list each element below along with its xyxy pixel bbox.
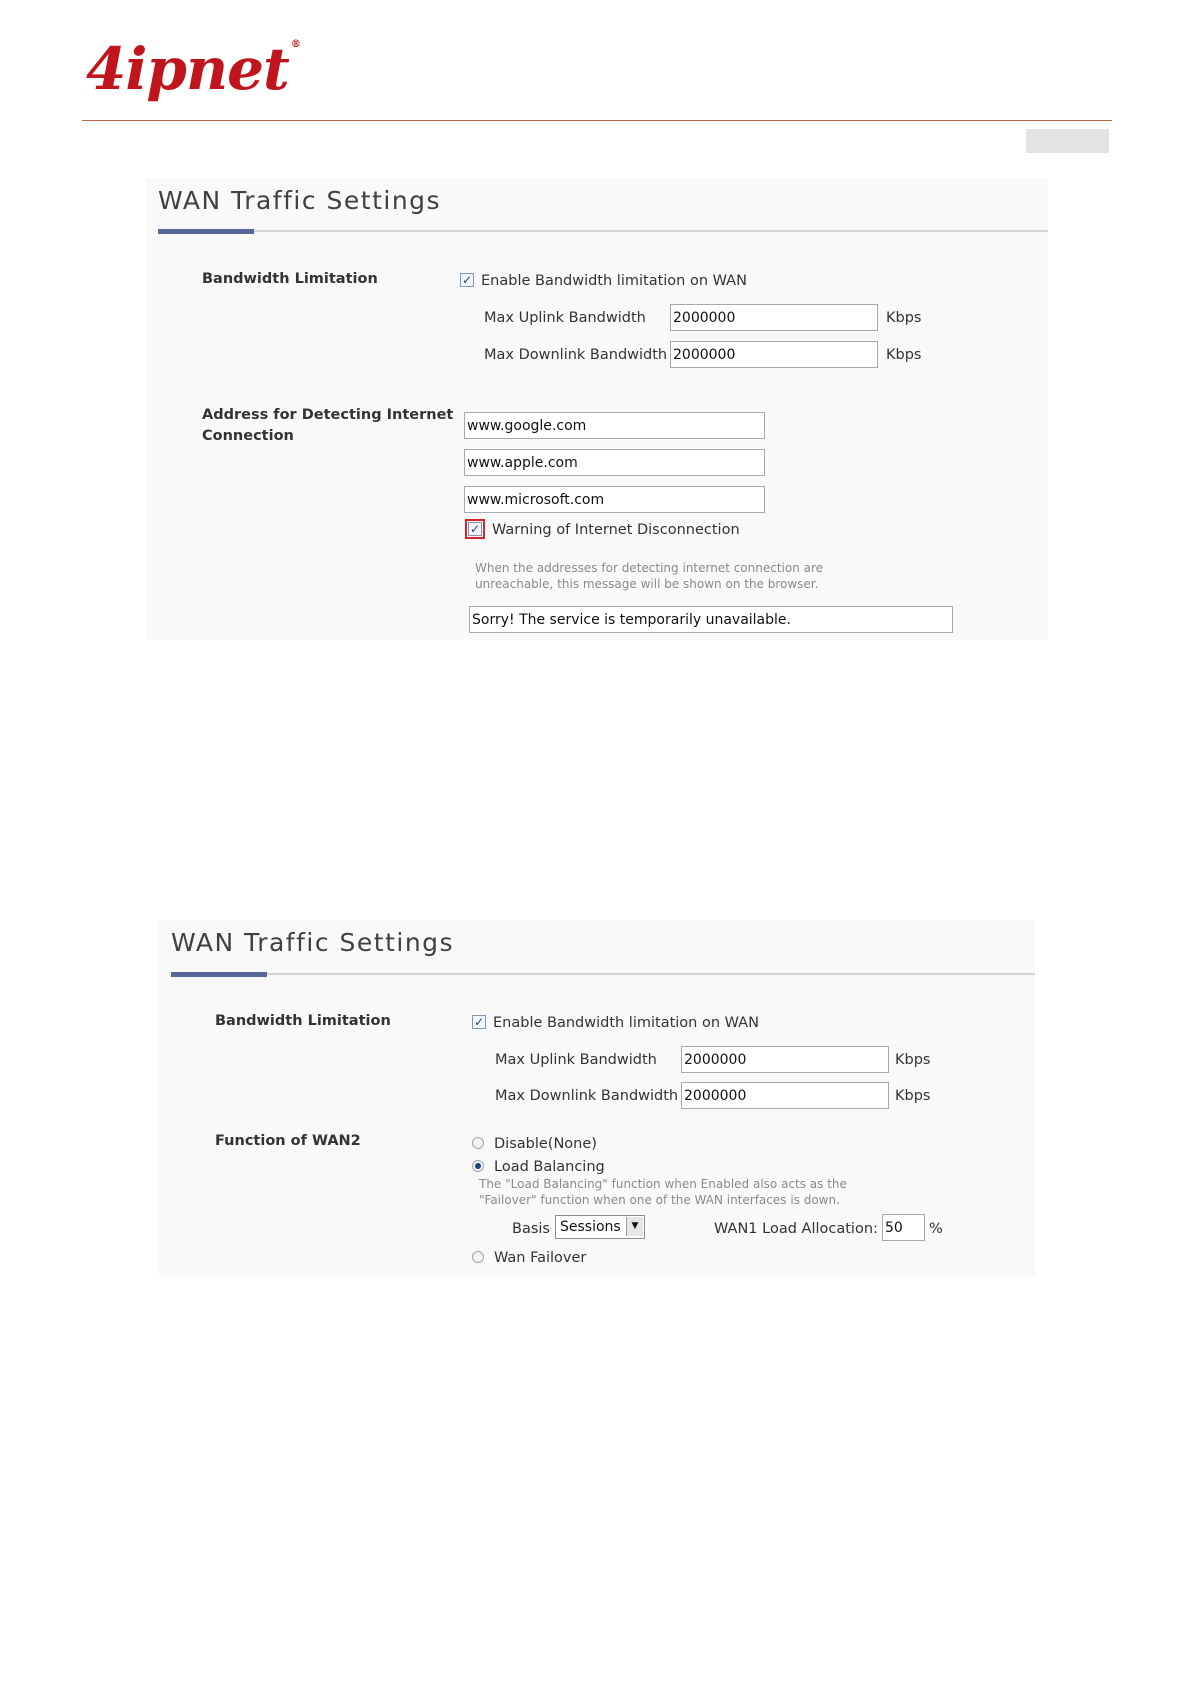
downlink-bandwidth-input-2[interactable] bbox=[681, 1082, 889, 1109]
radio-wan-failover-label: Wan Failover bbox=[494, 1250, 587, 1266]
panel-title: WAN Traffic Settings bbox=[158, 186, 442, 215]
radio-load-balancing[interactable] bbox=[472, 1160, 484, 1172]
uplink-bandwidth-input-2[interactable] bbox=[681, 1046, 889, 1073]
radio-wan-failover[interactable] bbox=[472, 1251, 484, 1263]
header-divider bbox=[82, 120, 1112, 121]
chevron-down-icon[interactable]: ▼ bbox=[626, 1217, 643, 1236]
downlink-unit-2: Kbps bbox=[895, 1088, 931, 1104]
detect-address-input-2[interactable] bbox=[464, 449, 765, 476]
warning-note-line1: When the addresses for detecting internet connection are bbox=[475, 561, 824, 575]
bandwidth-limitation-label-2: Bandwidth Limitation bbox=[215, 1013, 391, 1029]
uplink-label: Max Uplink Bandwidth bbox=[484, 310, 646, 326]
wan2-function-label: Function of WAN2 bbox=[215, 1133, 361, 1149]
title-divider-2 bbox=[171, 973, 1035, 975]
downlink-bandwidth-input[interactable] bbox=[670, 341, 878, 368]
warning-note-line2: unreachable, this message will be shown on the browser. bbox=[475, 577, 819, 591]
basis-select-value: Sessions bbox=[560, 1219, 621, 1235]
uplink-unit: Kbps bbox=[886, 310, 922, 326]
warning-disconnection-checkbox[interactable]: ✓ bbox=[469, 522, 481, 536]
uplink-label-2: Max Uplink Bandwidth bbox=[495, 1052, 657, 1068]
downlink-unit: Kbps bbox=[886, 347, 922, 363]
title-divider bbox=[158, 230, 1048, 232]
detect-address-label-line2: Connection bbox=[202, 428, 294, 444]
wan-traffic-settings-panel-2 bbox=[159, 920, 1035, 1276]
enable-bandwidth-label-2: Enable Bandwidth limitation on WAN bbox=[493, 1015, 759, 1031]
load-balancing-note-line1: The "Load Balancing" function when Enabled also acts as the bbox=[479, 1177, 847, 1191]
bandwidth-limitation-label: Bandwidth Limitation bbox=[202, 271, 378, 287]
uplink-unit-2: Kbps bbox=[895, 1052, 931, 1068]
downlink-label: Max Downlink Bandwidth bbox=[484, 347, 668, 363]
detect-address-input-3[interactable] bbox=[464, 486, 765, 513]
basis-select[interactable] bbox=[555, 1215, 645, 1239]
downlink-label-2: Max Downlink Bandwidth bbox=[495, 1088, 679, 1104]
enable-bandwidth-checkbox[interactable]: ✓ bbox=[461, 273, 473, 287]
page-number-tab bbox=[1026, 129, 1109, 153]
allocation-unit: % bbox=[929, 1221, 943, 1237]
radio-load-balancing-label: Load Balancing bbox=[494, 1159, 605, 1175]
detect-address-label-line1: Address for Detecting Internet bbox=[202, 407, 454, 423]
basis-label: Basis bbox=[512, 1221, 550, 1237]
brand-logo-text: 4ipnet bbox=[86, 35, 289, 103]
radio-selected-dot bbox=[475, 1163, 481, 1169]
radio-disable[interactable] bbox=[472, 1137, 484, 1149]
warning-disconnection-label: Warning of Internet Disconnection bbox=[492, 522, 740, 538]
registered-mark: ® bbox=[290, 39, 300, 50]
enable-bandwidth-label: Enable Bandwidth limitation on WAN bbox=[481, 273, 747, 289]
wan-traffic-settings-panel bbox=[146, 178, 1048, 640]
uplink-bandwidth-input[interactable] bbox=[670, 304, 878, 331]
panel-title-2: WAN Traffic Settings bbox=[171, 928, 455, 957]
load-balancing-note-line2: "Failover" function when one of the WAN interfaces is down. bbox=[479, 1193, 840, 1207]
enable-bandwidth-checkbox-2[interactable]: ✓ bbox=[473, 1015, 485, 1029]
brand-logo bbox=[86, 35, 300, 103]
warning-message-input[interactable] bbox=[469, 606, 953, 633]
title-accent-bar-2 bbox=[171, 972, 267, 977]
radio-disable-label: Disable(None) bbox=[494, 1136, 597, 1152]
detect-address-label bbox=[202, 405, 453, 447]
allocation-label: WAN1 Load Allocation: bbox=[714, 1221, 878, 1237]
detect-address-input-1[interactable] bbox=[464, 412, 765, 439]
allocation-input[interactable] bbox=[882, 1214, 925, 1241]
title-accent-bar bbox=[158, 229, 254, 234]
